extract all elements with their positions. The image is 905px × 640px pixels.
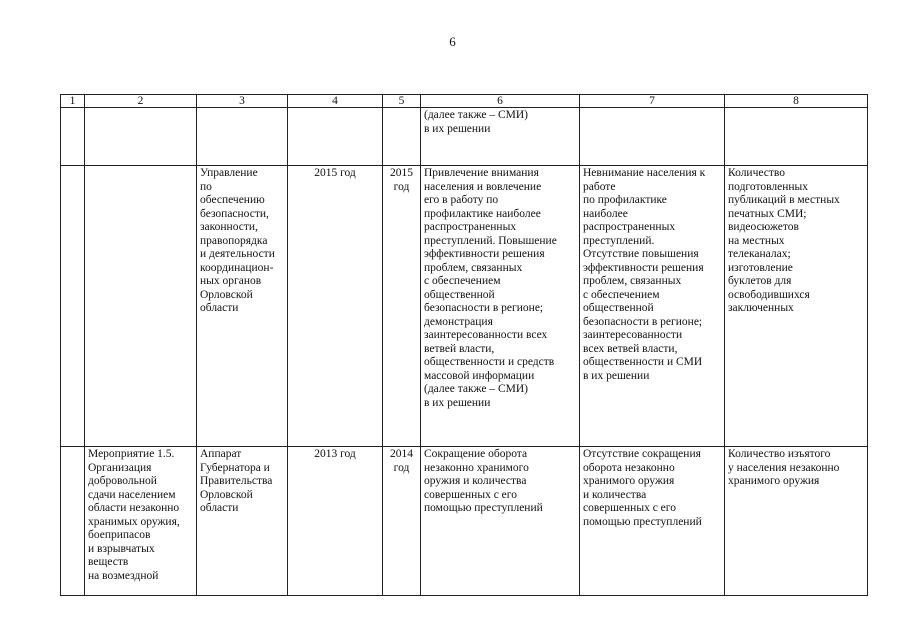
table-row [61, 166, 868, 447]
cell-consequences [580, 447, 725, 596]
table-row [61, 108, 868, 166]
text-line: общественной [583, 302, 654, 314]
end-year-unit: год [393, 461, 410, 474]
text-line: Аппарат [200, 448, 242, 460]
text-line: эффективности решения [424, 248, 545, 260]
cell-indicators [725, 166, 868, 447]
text-line: Количество [728, 167, 785, 179]
text-line: и взрывчатых [88, 542, 155, 555]
text-line: Количество изъятого [728, 448, 831, 460]
cell-indicators [725, 447, 868, 596]
cell-indicators [725, 108, 868, 166]
cell-end [383, 447, 421, 596]
text-line: Невнимание населения к [583, 167, 706, 179]
text-line: преступлений. Повышение [424, 234, 557, 247]
end-year: 2015 [390, 167, 413, 179]
text-line: Сокращение оборота [424, 448, 528, 460]
text-line: преступлений. [583, 234, 655, 247]
header-cell: 3 [197, 95, 288, 108]
text-line: совершенных с его [583, 502, 676, 514]
text-line: безопасности, [200, 207, 269, 220]
cell-expected-result [421, 166, 580, 447]
text-line: оружия и количества [424, 475, 527, 487]
text-line: в их решении [583, 369, 650, 382]
text-line: Управление [200, 167, 258, 179]
text-line: в их решении [424, 122, 491, 135]
text-line: ных органов [200, 275, 262, 287]
header-cell: 1 [61, 95, 85, 108]
cell-executor [197, 447, 288, 596]
text-line: и деятельности [200, 248, 275, 260]
text-line: работе [583, 180, 616, 193]
text-line: проблем, связанных [583, 275, 682, 287]
text-line: законности, [200, 221, 258, 233]
cell-consequences [580, 166, 725, 447]
text-line: распространенных [583, 221, 676, 233]
header-cell: 6 [421, 95, 580, 108]
cell-number [61, 108, 85, 166]
header-cell: 7 [580, 95, 725, 108]
text-line: подготовленных [728, 180, 808, 193]
end-year: 2014 [390, 448, 413, 460]
text-line: Губернатора и [200, 461, 270, 474]
end-year-unit: год [393, 180, 410, 193]
text-line: координацион- [200, 261, 274, 274]
text-line: печатных СМИ; [728, 207, 807, 220]
text-line: в их решении [424, 396, 491, 409]
text-line: Правительства [200, 475, 273, 487]
text-line: общественности и СМИ [583, 356, 703, 368]
text-line: (далее также – СМИ) [424, 383, 528, 395]
cell-measure [85, 166, 197, 447]
text-line: на возмездной [88, 569, 159, 582]
cell-measure [85, 447, 197, 596]
text-line: Отсутствие повышения [583, 248, 699, 260]
text-line: Привлечение внимания [424, 167, 539, 179]
text-line: области [200, 502, 239, 514]
text-line: Организация [88, 461, 152, 474]
text-line: с обеспечением [424, 275, 501, 287]
cell-number [61, 166, 85, 447]
header-cell: 5 [383, 95, 421, 108]
cell-expected-result [421, 447, 580, 596]
text-line: с обеспечением [583, 288, 660, 301]
text-line: его в работу по [424, 194, 499, 206]
text-line: хранимых оружия, [88, 515, 180, 528]
text-line: изготовление [728, 261, 793, 274]
text-line: общественности и средств [424, 356, 555, 368]
text-line: демонстрация [424, 315, 493, 328]
text-line: боеприпасов [88, 529, 151, 541]
cell-consequences [580, 108, 725, 166]
header-cell: 4 [288, 95, 383, 108]
text-line: телеканалах; [728, 248, 791, 260]
cell-start [288, 166, 383, 447]
text-line: наиболее [583, 207, 628, 220]
text-line: (далее также – СМИ) [424, 109, 528, 121]
text-line: Мероприятие 1.5. [88, 448, 175, 460]
text-line: и количества [583, 488, 647, 501]
text-line: совершенных с его [424, 488, 517, 501]
cell-measure [85, 108, 197, 166]
text-line: безопасности в регионе; [424, 302, 544, 314]
text-line: буклетов для [728, 275, 792, 287]
text-line: области незаконно [88, 502, 180, 514]
text-line: заключенных [728, 302, 794, 314]
text-line: добровольной [88, 475, 157, 487]
text-line: правопорядка [200, 234, 268, 247]
text-line: сдачи населением [88, 488, 176, 501]
document-table [60, 94, 868, 596]
start-year: 2015 год [314, 167, 356, 179]
text-line: области [200, 302, 239, 314]
text-line: помощью преступлений [424, 502, 543, 514]
start-year: 2013 год [314, 448, 356, 460]
cell-end [383, 108, 421, 166]
text-line: на местных [728, 234, 785, 247]
cell-number [61, 447, 85, 596]
text-line: у населения незаконно [728, 461, 840, 474]
text-line: незаконно хранимого [424, 461, 529, 474]
text-line: Орловской [200, 288, 253, 301]
text-line: видеосюжетов [728, 221, 799, 233]
text-line: обеспечению [200, 194, 265, 206]
page-number: 6 [449, 34, 456, 49]
cell-start [288, 108, 383, 166]
table-row [61, 447, 868, 596]
text-line: публикаций в местных [728, 194, 840, 206]
text-line: хранимого оружия [728, 475, 820, 487]
text-line: помощью преступлений [583, 515, 702, 528]
header-cell: 8 [725, 95, 868, 108]
text-line: профилактике наиболее [424, 207, 541, 220]
table-header-row [61, 95, 868, 108]
cell-end [383, 166, 421, 447]
text-line: ветвей власти, [424, 342, 495, 355]
cell-start [288, 447, 383, 596]
text-line: хранимого оружия [583, 475, 675, 487]
text-line: общественной [424, 288, 495, 301]
text-line: населения и вовлечение [424, 180, 542, 193]
text-line: по [200, 180, 212, 193]
text-line: эффективности решения [583, 261, 704, 274]
text-line: Орловской [200, 488, 253, 501]
header-cell: 2 [85, 95, 197, 108]
text-line: Отсутствие сокращения [583, 448, 701, 460]
text-line: массовой информации [424, 369, 535, 382]
text-line: по профилактике [583, 194, 667, 206]
cell-executor [197, 108, 288, 166]
text-line: проблем, связанных [424, 261, 523, 274]
cell-executor [197, 166, 288, 447]
text-line: распространенных [424, 221, 517, 233]
text-line: веществ [88, 556, 129, 568]
cell-expected-result [421, 108, 580, 166]
text-line: освободившихся [728, 288, 810, 301]
text-line: оборота незаконно [583, 461, 675, 474]
text-line: заинтересованности всех [424, 329, 548, 341]
text-line: заинтересованности [583, 329, 683, 341]
text-line: всех ветвей власти, [583, 342, 678, 355]
text-line: безопасности в регионе; [583, 315, 703, 328]
